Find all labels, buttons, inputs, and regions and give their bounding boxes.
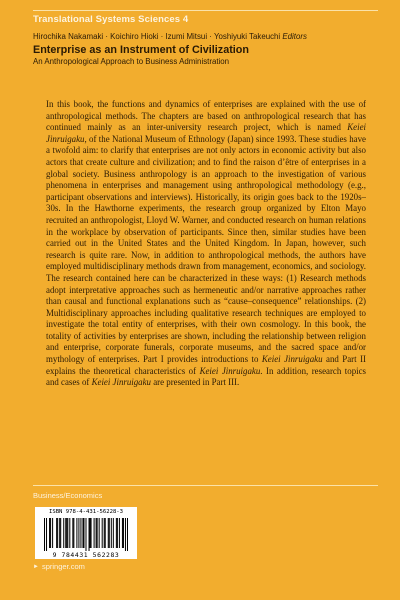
- book-subtitle: An Anthropological Approach to Business Administration: [33, 57, 230, 66]
- barcode-bar: [59, 518, 60, 548]
- barcode-bar: [105, 518, 106, 548]
- cover-header: [33, 14, 378, 66]
- barcode-bar: [46, 518, 47, 551]
- description-text: In this book, the functions and dynamics of enterprises are explained with the use of anthropological methods. The chapters are based on anthropological research that has continued mainly as an inter-university research project, which is named: [46, 99, 366, 133]
- barcode-bar: [83, 518, 84, 548]
- barcode-bar: [109, 518, 110, 548]
- isbn-barcode: [35, 507, 137, 559]
- book-title: Enterprise as an Instrument of Civilization: [33, 44, 249, 56]
- barcode-bar: [69, 518, 70, 548]
- publisher-link[interactable]: [33, 562, 85, 571]
- barcode-bar: [89, 518, 90, 551]
- subject-category: Business/Economics: [33, 491, 103, 500]
- barcode-bar: [44, 518, 45, 551]
- barcode-bar: [116, 518, 117, 548]
- barcode-bar: [52, 518, 53, 548]
- barcode-bar: [56, 518, 57, 548]
- barcode-bar: [49, 518, 50, 548]
- barcode-bar: [99, 518, 100, 548]
- description-term: Keiei Jinruigaku: [261, 354, 323, 365]
- barcode-bar: [91, 518, 92, 548]
- barcode-bar: [108, 518, 109, 548]
- barcode-bar: [76, 518, 77, 548]
- barcode-bar: [82, 518, 83, 548]
- editors-names: Hirochika Nakamaki · Koichiro Hioki · Izumi Mitsui · Yoshiyuki Takeuchi: [33, 32, 281, 41]
- barcode-bar: [102, 518, 103, 548]
- description-text: are presented in Part III.: [151, 377, 240, 388]
- barcode-bar: [72, 518, 73, 548]
- barcode-bar: [65, 518, 66, 548]
- barcode-bar: [67, 518, 68, 548]
- description-term: Keiei Jinruigaku: [199, 365, 261, 376]
- barcode-bars: [44, 518, 128, 551]
- description-term: Keiei Jinruigaku: [46, 122, 366, 144]
- barcode-bar: [60, 518, 61, 548]
- barcode-bar: [97, 518, 98, 548]
- barcode-bar: [111, 518, 112, 548]
- barcode-bar: [63, 518, 64, 548]
- barcode-bar: [85, 518, 86, 551]
- description-text: , of the National Museum of Ethnology (Japan) since 1993. These studies have a twofold aim: to clarify that enterprises are not only actors in economic activity but also actors that create culture and civilization; and to find the raison d’être of enterprises in a global society. Business anthropology is an approach to the investigation of various phenomena in enterprises and management using anthropological methodology (e.g., participant observations and interviews). Historically, its origin goes back to the 1920s–30s. In the Hawthorne experiments, the research group organized by Elton Mayo recruited an anthropologist, Lloyd W. Warner, and conducted research on human relations in the workplace by observation of participants. Since then, similar studies have been carried out in the United States and the United Kingdom. In Japan, however, such research is quite rare. Now, in addition to anthropological methods, the authors have employed multidisciplinary methods drawn from management, economics, and sociology. The research contained here can be characterized in these ways: (1) Research methods adopt interpretative approaches such as hermeneutic and/or narrative approaches rather than causal and functional explanations such as “cause–consequence” relationships. (2) Multidisciplinary approaches including qualitative research techniques are employed to investigate the total entity of enterprises, with their own cosmology. In this book, the totality of activities by enterprises are shown, including the relationship between religion and enterprise, corporate funerals, corporate museums, and the sacred space and/or mythology of enterprises. Part I provides introductions to: [46, 133, 366, 365]
- barcode-bar: [50, 518, 51, 548]
- barcode-digits: 9 784431 562283: [52, 551, 120, 559]
- barcode-bar: [104, 518, 105, 548]
- barcode-bar: [96, 518, 97, 548]
- barcode-bar: [127, 518, 128, 551]
- series-name: Translational Systems Sciences 4: [33, 14, 189, 25]
- isbn-number: ISBN 978-4-431-56228-3: [48, 509, 124, 515]
- barcode-bar: [78, 518, 79, 548]
- description-text: . In addition, research topics and cases of: [46, 365, 367, 388]
- description-text: and Part II explains the theoretical characteristics of: [46, 354, 366, 376]
- description-term: Keiei Jinruigaku: [91, 377, 151, 388]
- barcode-bar: [117, 518, 118, 548]
- barcode-bar: [57, 518, 58, 548]
- barcode-bar: [122, 518, 123, 548]
- barcode-bar: [80, 518, 81, 548]
- description-paragraph: [46, 99, 366, 389]
- publisher-url: springer.com: [41, 562, 85, 571]
- barcode-bar: [90, 518, 91, 548]
- barcode-bar: [66, 518, 67, 548]
- editors-line: [33, 32, 378, 41]
- editors-role: Editors: [282, 32, 307, 41]
- arrow-icon: ►: [33, 563, 39, 570]
- barcode-bar: [123, 518, 124, 548]
- barcode-bar: [94, 518, 95, 548]
- top-divider: [33, 10, 378, 11]
- barcode-bar: [113, 518, 114, 548]
- barcode-bar: [119, 518, 120, 548]
- barcode-bar: [125, 518, 126, 551]
- book-description: [46, 99, 366, 389]
- bottom-divider: [33, 485, 378, 486]
- barcode-bar: [73, 518, 74, 548]
